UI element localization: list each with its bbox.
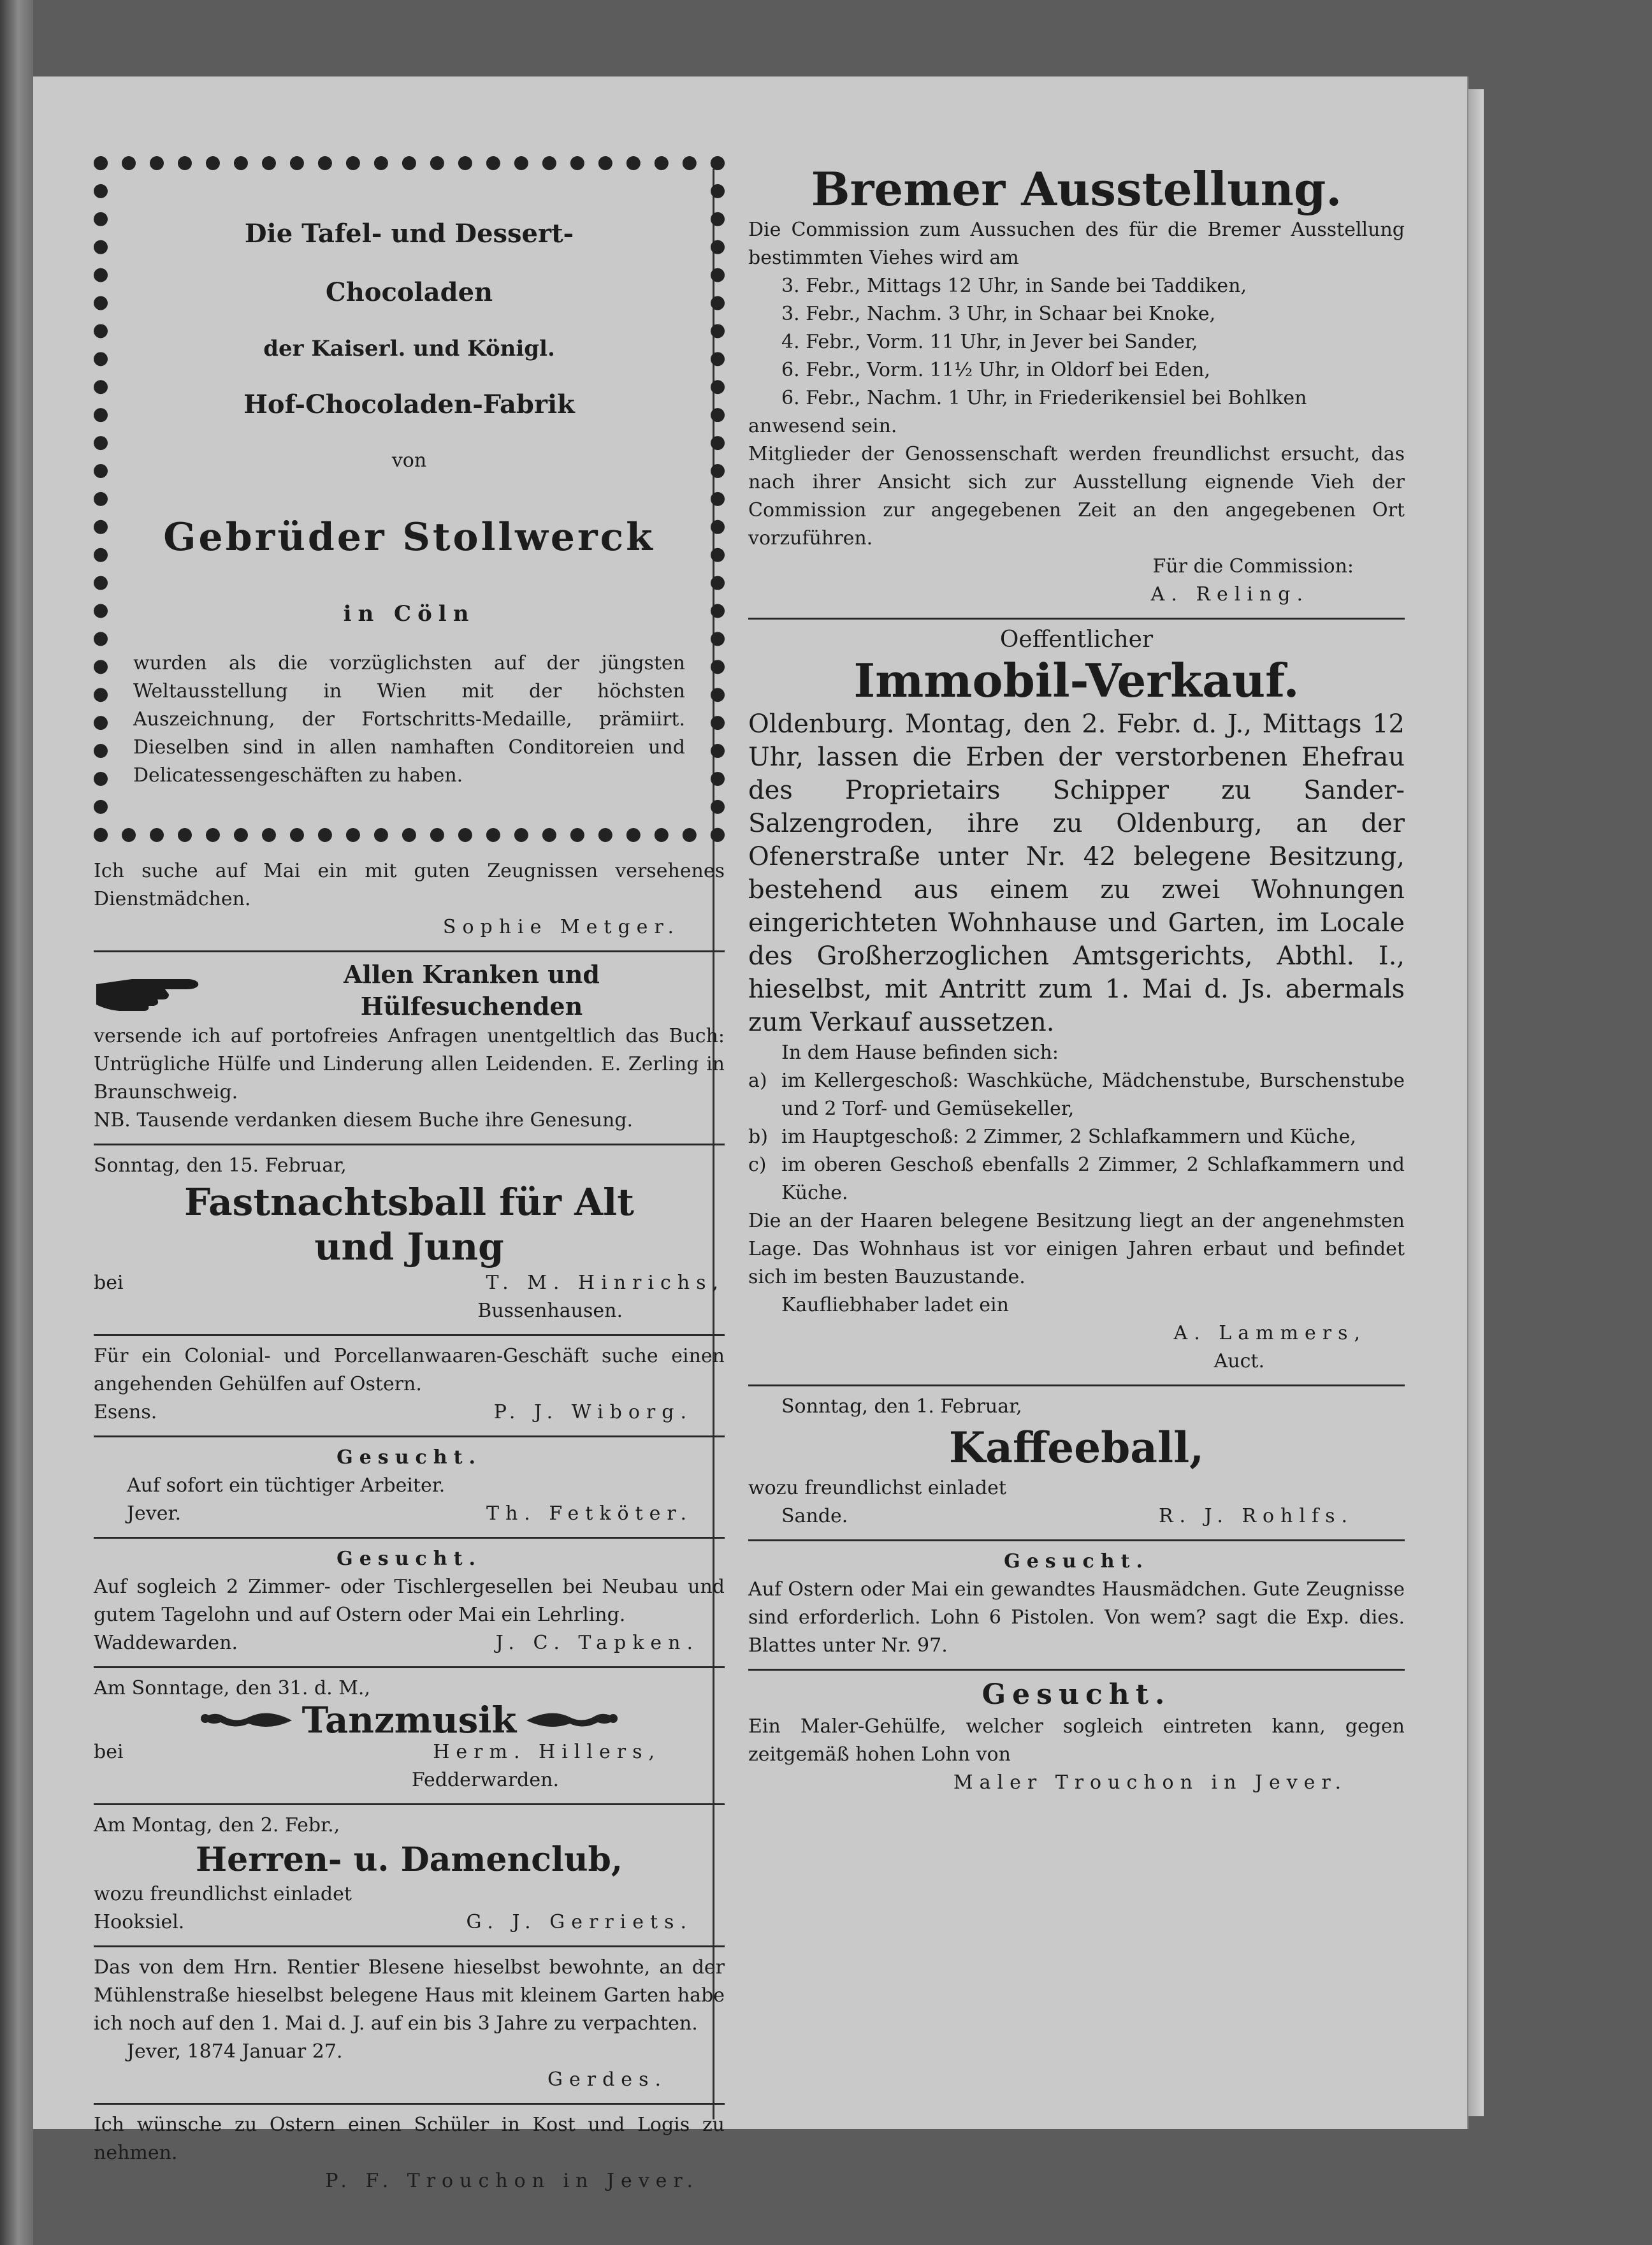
haus-sign: Gerdes. <box>547 2068 667 2091</box>
immobil-sign: A. Lammers, <box>1173 1322 1366 1344</box>
chocolate-brand: Gebrüder Stollwerck <box>163 515 655 560</box>
zimmer-sign: J. C. Tapken. <box>495 1632 699 1654</box>
tanz-place: Fedderwarden. <box>411 1769 559 1791</box>
immobil-item-a <box>748 1067 1405 1123</box>
chocolate-line-4: Hof-Chocoladen-Fabrik <box>243 389 575 419</box>
chocolate-line-5: von <box>391 449 427 472</box>
page-edge <box>1467 89 1484 2116</box>
kaffee-sign: R. J. Rohlfs. <box>1158 1505 1354 1527</box>
immobil-item-b <box>748 1123 1405 1151</box>
tanz-title: Tanzmusik <box>301 1699 517 1741</box>
arbeiter-title: Gesucht. <box>337 1446 482 1469</box>
book-spine-edge <box>0 0 33 2245</box>
zimmer-place: Waddewarden. <box>94 1632 238 1654</box>
tanz-title-row <box>94 1699 725 1741</box>
kaffee-ad <box>748 1386 1405 1541</box>
fastnacht-host: T. M. Hinrichs, <box>486 1272 725 1294</box>
immobil-item-c-text: im oberen Geschoß ebenfalls 2 Zimmer, 2 Schlafkammern und Küche. <box>781 1154 1405 1204</box>
tanz-host: Herm. Hillers, <box>433 1741 661 1763</box>
arbeiter-ad <box>94 1437 725 1539</box>
arbeiter-body: Auf sofort ein tüchtiger Arbeiter. <box>127 1474 446 1497</box>
hausmaedchen-body: Auf Ostern oder Mai ein gewandtes Hausmädchen. Gute Zeugnisse sind erforderlich. Lohn 6 Pistolen. Von wem? sagt die Exp. dies. Blattes unter Nr. 97. <box>748 1578 1405 1657</box>
immobil-body: Oldenburg. Montag, den 2. Febr. d. J., Mittags 12 Uhr, lassen die Erben der verstorbenen Ehefrau des Proprietairs Schipper zu Sander-Salzengroden, ihre zu Oldenburg, an der Ofenerstraße unter Nr. 42 belegene Besitzung, bestehend aus einem zu zwei Wohnungen eingerichteten Wohnhause und Garten, im Locale des Großherzoglichen Amtsgerichts, Abthl. I., hieselbst, mit Antritt zum 1. Mai d. Js. abermals zum Verkauf aussetzen. <box>748 709 1405 1037</box>
fastnacht-title-2: und Jung <box>314 1225 504 1268</box>
fastnacht-title-1: Fastnachtsball für Alt <box>184 1181 634 1224</box>
bremer-intro: Die Commission zum Aussuchen des für die Bremer Ausstellung bestimmten Viehes wird am <box>748 219 1405 269</box>
maler-sign: Maler Trouchon in Jever. <box>953 1771 1347 1794</box>
immobil-invite: Kaufliebhaber ladet ein <box>781 1294 1009 1316</box>
zimmer-ad <box>94 1539 725 1668</box>
arbeiter-place: Jever. <box>127 1502 182 1525</box>
maler-title: Gesucht. <box>982 1678 1171 1711</box>
maid-sign: Sophie Metger. <box>442 916 680 938</box>
fastnacht-place: Bussenhausen. <box>477 1300 623 1322</box>
bremer-outro: anwesend sein. <box>748 415 897 437</box>
chocolate-body: wurden als die vorzüglichsten auf der jüngsten Weltausstellung in Wien mit der höchsten Auszeichnung, der Fortschritts-Medaille, prämiirt. Dieselben sind in allen namhaften Conditoreien und Delicatessengeschäften zu haben. <box>133 652 685 787</box>
colonial-sign: P. J. Wiborg. <box>493 1401 693 1423</box>
colonial-sign-row <box>94 1399 725 1427</box>
bremer-date-4: 6. Febr., Vorm. 11½ Uhr, in Oldorf bei Eden, <box>781 359 1210 381</box>
fastnacht-ad <box>94 1145 725 1336</box>
club-ad <box>94 1805 725 1947</box>
club-sign-row <box>94 1908 725 1936</box>
club-sign: G. J. Gerriets. <box>466 1911 693 1933</box>
bremer-date-1: 3. Febr., Mittags 12 Uhr, in Sande bei Taddiken, <box>781 275 1247 297</box>
bremer-body: Mitglieder der Genossenschaft werden freundlichst ersucht, das nach ihrer Ansicht sich zur Ausstellung eignende Vieh der Commission zur angegebenen Zeit an den angegebenen Ort vorzuführen. <box>748 443 1405 549</box>
immobil-item-a-label: a) <box>748 1070 767 1092</box>
immobil-item-b-text: im Hauptgeschoß: 2 Zimmer, 2 Schlafkammern und Küche, <box>781 1126 1356 1148</box>
club-date: Am Montag, den 2. Febr., <box>94 1814 340 1836</box>
club-title: Herren- u. Damenclub, <box>196 1840 623 1879</box>
kaffee-body: wozu freundlichst einladet <box>748 1477 1006 1499</box>
left-column <box>94 156 725 2204</box>
immobil-body-2: Die an der Haaren belegene Besitzung liegt an der angenehmsten Lage. Das Wohnhaus ist vor einigen Jahren erbaut und befindet sich im besten Bauzustande. <box>748 1210 1405 1288</box>
immobil-role: Auct. <box>1214 1350 1264 1372</box>
chocolate-line-1: Die Tafel- und Dessert- <box>244 219 574 249</box>
tanz-date: Am Sonntage, den 31. d. M., <box>94 1677 371 1699</box>
immobil-ad <box>748 620 1405 1386</box>
immobil-item-c <box>748 1151 1405 1207</box>
fastnacht-date: Sonntag, den 15. Februar, <box>94 1154 347 1177</box>
chocolate-line-2: Chocoladen <box>325 277 493 307</box>
hausmaedchen-ad <box>748 1541 1405 1671</box>
club-body: wozu freundlichst einladet <box>94 1883 352 1905</box>
zimmer-title: Gesucht. <box>337 1548 482 1570</box>
kaffee-place: Sande. <box>781 1505 848 1527</box>
chocolate-line-3: der Kaiserl. und Königl. <box>263 336 555 361</box>
bremer-date-3: 4. Febr., Vorm. 11 Uhr, in Jever bei Sander, <box>781 331 1198 353</box>
immobil-in-house: In dem Hause befinden sich: <box>781 1042 1059 1064</box>
zimmer-body: Auf sogleich 2 Zimmer- oder Tischlergesellen bei Neubau und gutem Tagelohn und auf Ostern oder Mai ein Lehrling. <box>94 1576 725 1626</box>
immobil-item-a-text: im Kellergeschoß: Waschküche, Mädchenstube, Burschenstube und 2 Torf- und Gemüsekeller, <box>781 1070 1405 1120</box>
colonial-body: Für ein Colonial- und Porcellanwaaren-Geschäft suche einen angehenden Gehülfen auf Ostern. <box>94 1345 725 1395</box>
kranken-header <box>94 959 725 1022</box>
schueler-sign: P. F. Trouchon in Jever. <box>325 2170 699 2192</box>
bremer-sign: A. Reling. <box>1150 583 1309 606</box>
kaffee-sign-row <box>748 1502 1405 1530</box>
haus-dateline: Jever, 1874 Januar 27. <box>127 2040 343 2063</box>
maler-ad <box>748 1671 1405 1806</box>
fastnacht-host-row <box>94 1269 725 1297</box>
immobil-item-b-label: b) <box>748 1126 768 1148</box>
haus-ad <box>94 1947 725 2105</box>
kranken-title-2: Hülfesuchenden <box>360 992 583 1021</box>
tanz-host-row <box>94 1738 725 1766</box>
ornament-left-icon <box>198 1704 293 1736</box>
schueler-ad <box>94 2105 725 2204</box>
fastnacht-bei: bei <box>94 1272 124 1294</box>
colonial-place: Esens. <box>94 1401 157 1423</box>
kranken-title-1: Allen Kranken und <box>344 960 600 989</box>
pointing-hand-icon <box>94 965 208 1016</box>
immobil-title: Immobil-Verkauf. <box>853 653 1300 708</box>
bremer-title: Bremer Ausstellung. <box>811 162 1342 216</box>
arbeiter-sign-row <box>94 1500 725 1528</box>
kranken-ad <box>94 952 725 1145</box>
club-place: Hooksiel. <box>94 1911 185 1933</box>
immobil-item-c-label: c) <box>748 1154 767 1176</box>
colonial-ad <box>94 1336 725 1437</box>
tanz-ad <box>94 1668 725 1805</box>
newspaper-page <box>33 76 1468 2192</box>
chocolate-ad <box>94 156 725 842</box>
bremer-date-5: 6. Febr., Nachm. 1 Uhr, in Friederikensiel bei Bohlken <box>781 387 1307 409</box>
bremer-for: Für die Commission: <box>1152 555 1354 578</box>
zimmer-sign-row <box>94 1629 725 1657</box>
hausmaedchen-title: Gesucht. <box>1004 1550 1149 1573</box>
bremer-date-2: 3. Febr., Nachm. 3 Uhr, in Schaar bei Knoke, <box>781 303 1216 325</box>
kaffee-title: Kaffeeball, <box>948 1423 1205 1472</box>
right-column <box>748 156 1405 1806</box>
tanz-bei: bei <box>94 1741 124 1763</box>
maid-ad <box>94 851 725 952</box>
immobil-pre: Oeffentlicher <box>999 627 1154 653</box>
kranken-nb: NB. Tausende verdanken diesem Buche ihre Genesung. <box>94 1109 634 1131</box>
maid-body: Ich suche auf Mai ein mit guten Zeugnissen versehenes Dienstmädchen. <box>94 860 725 910</box>
chocolate-city: in Cöln <box>343 601 475 627</box>
arbeiter-sign: Th. Fetköter. <box>486 1502 693 1525</box>
kaffee-date: Sonntag, den 1. Februar, <box>781 1395 1022 1418</box>
schueler-body: Ich wünsche zu Ostern einen Schüler in Kost und Logis zu nehmen. <box>94 2114 725 2164</box>
bremer-ad <box>748 156 1405 620</box>
kranken-body: versende ich auf portofreies Anfragen unentgeltlich das Buch: Untrügliche Hülfe und Linderung allen Leidenden. E. Zerling in Braunschweig. <box>94 1025 725 1103</box>
maler-body: Ein Maler-Gehülfe, welcher sogleich eintreten kann, gegen zeitgemäß hohen Lohn von <box>748 1715 1405 1766</box>
ornament-right-icon <box>525 1704 621 1736</box>
haus-body: Das von dem Hrn. Rentier Blesene hieselbst bewohnte, an der Mühlenstraße hieselbst belegene Haus mit kleinem Garten habe ich noch auf den 1. Mai d. J. auf ein bis 3 Jahre zu verpachten. <box>94 1956 725 2035</box>
